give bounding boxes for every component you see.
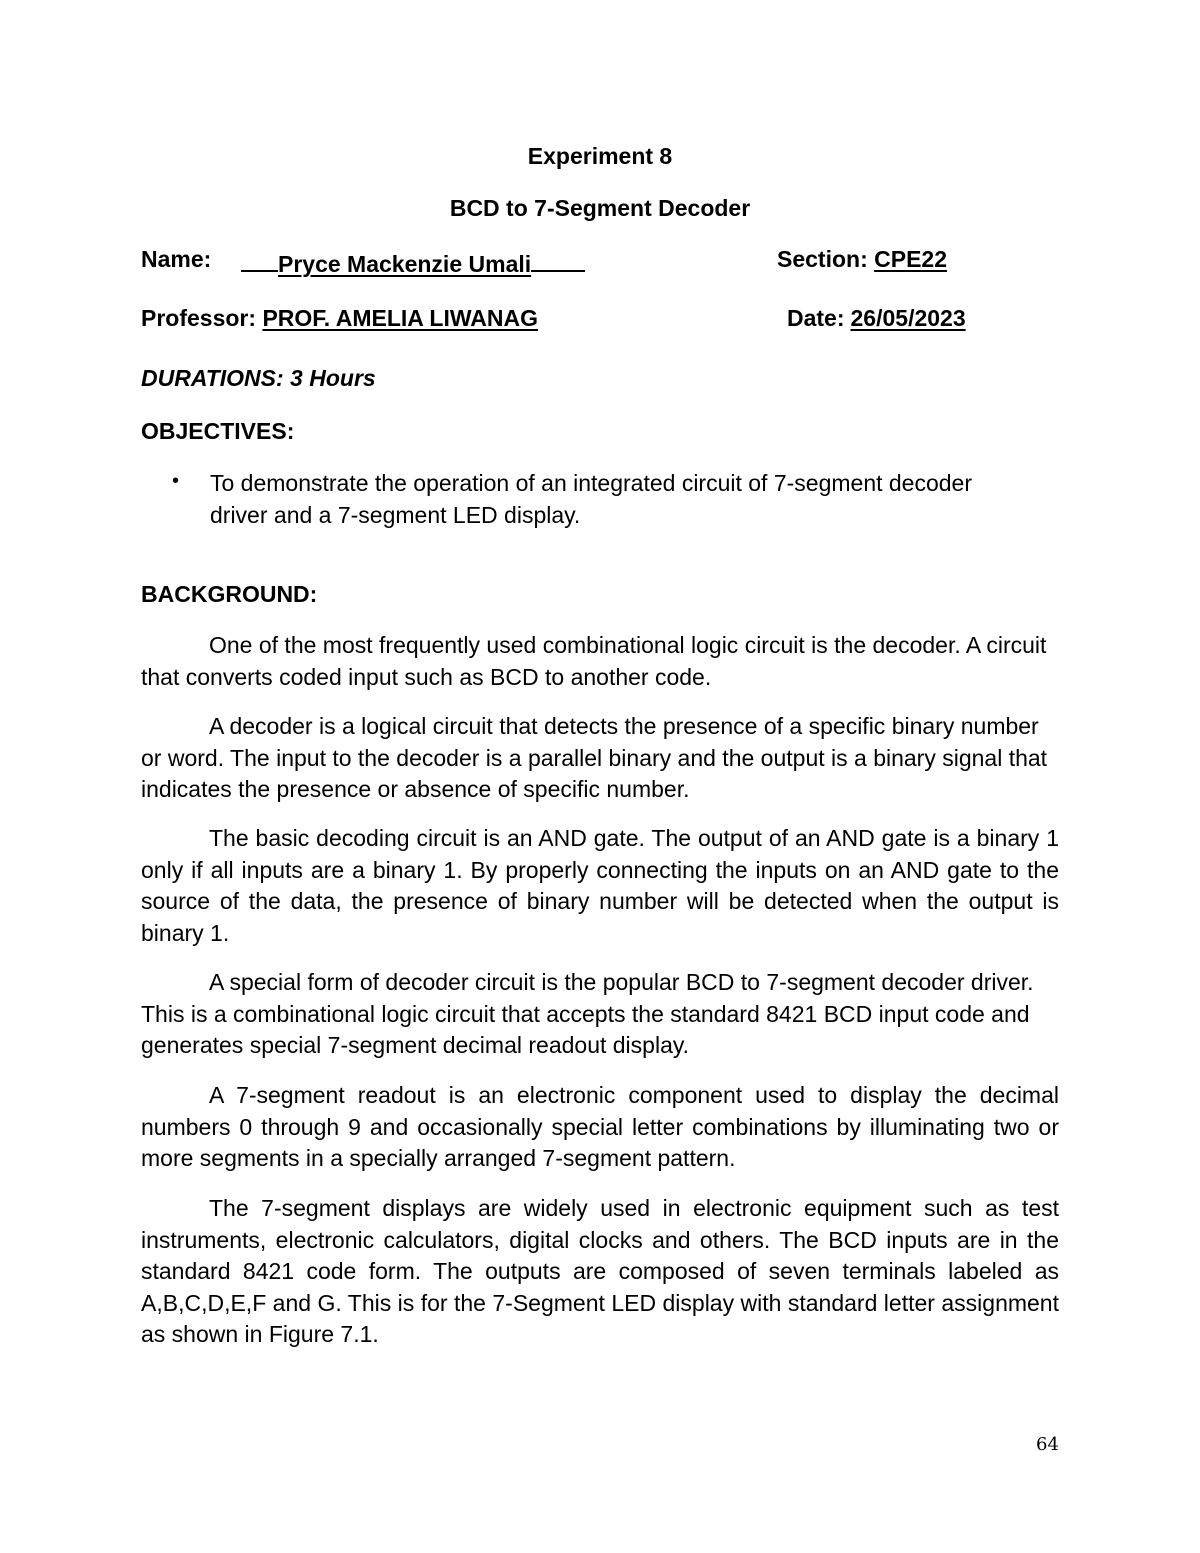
name-value: Pryce Mackenzie Umali [278, 251, 532, 278]
section-field [777, 246, 947, 273]
background-heading: BACKGROUND: [141, 581, 318, 607]
objective-item [210, 467, 1010, 531]
paragraph-text: A 7-segment readout is an electronic component used to display the decimal numbers 0 through 9 and occasionally special letter combinations by illuminating two or more segments in a specially arranged 7-segment pattern. [141, 1082, 1059, 1171]
paragraph-text: A special form of decoder circuit is the popular BCD to 7-segment decoder driver. This is a combinational logic circuit that accepts the standard 8421 BCD input code and generates special 7-segment decimal readout display. [141, 969, 1034, 1058]
bullet-icon: • [172, 470, 180, 492]
experiment-number: Experiment 8 [527, 143, 673, 169]
background-paragraph-1 [141, 630, 1059, 693]
date-label: Date: [787, 305, 845, 331]
paragraph-text: One of the most frequently used combinational logic circuit is the decoder. A circuit that converts coded input such as BCD to another code. [141, 632, 1047, 690]
background-paragraph-6 [141, 1193, 1059, 1351]
page-title: BCD to 7-Segment Decoder [449, 195, 751, 221]
duration: DURATIONS: 3 Hours [141, 365, 376, 391]
paragraph-text: A decoder is a logical circuit that detects the presence of a specific binary number or word. The input to the decoder is a parallel binary and the output is a binary signal that indicates the presence or absence of specific number. [141, 713, 1048, 802]
page-number: 64 [1036, 1434, 1059, 1455]
paragraph-text: The 7-segment displays are widely used in electronic equipment such as test instruments, electronic calculators, digital clocks and others. The BCD inputs are in the standard 8421 code form. The outputs are composed of seven terminals labeled as A,B,C,D,E,F and G. This is for the 7-Segment LED display with standard letter assignment as shown in Figure 7.1. [141, 1195, 1059, 1347]
name-label: Name: [141, 246, 212, 272]
professor-value: PROF. AMELIA LIWANAG [262, 305, 538, 331]
background-paragraph-5 [141, 1080, 1059, 1175]
section-value: CPE22 [874, 246, 947, 272]
background-paragraph-2 [141, 711, 1059, 806]
name-field [241, 246, 585, 278]
paragraph-text: The basic decoding circuit is an AND gate. The output of an AND gate is a binary 1 only if all inputs are a binary 1. By properly connecting the inputs on an AND gate to the source of the data, the presence of binary number will be detected when the output is binary 1. [141, 825, 1059, 946]
date-field [787, 305, 966, 332]
professor-field [141, 305, 538, 332]
objective-text: To demonstrate the operation of an integrated circuit of 7-segment decoder driver and a 7-segment LED display. [210, 470, 973, 528]
background-paragraph-3 [141, 823, 1059, 949]
objectives-heading: OBJECTIVES: [141, 418, 295, 444]
background-paragraph-4 [141, 967, 1059, 1062]
professor-label: Professor: [141, 305, 257, 331]
section-label: Section: [777, 246, 868, 272]
date-value: 26/05/2023 [850, 305, 966, 331]
